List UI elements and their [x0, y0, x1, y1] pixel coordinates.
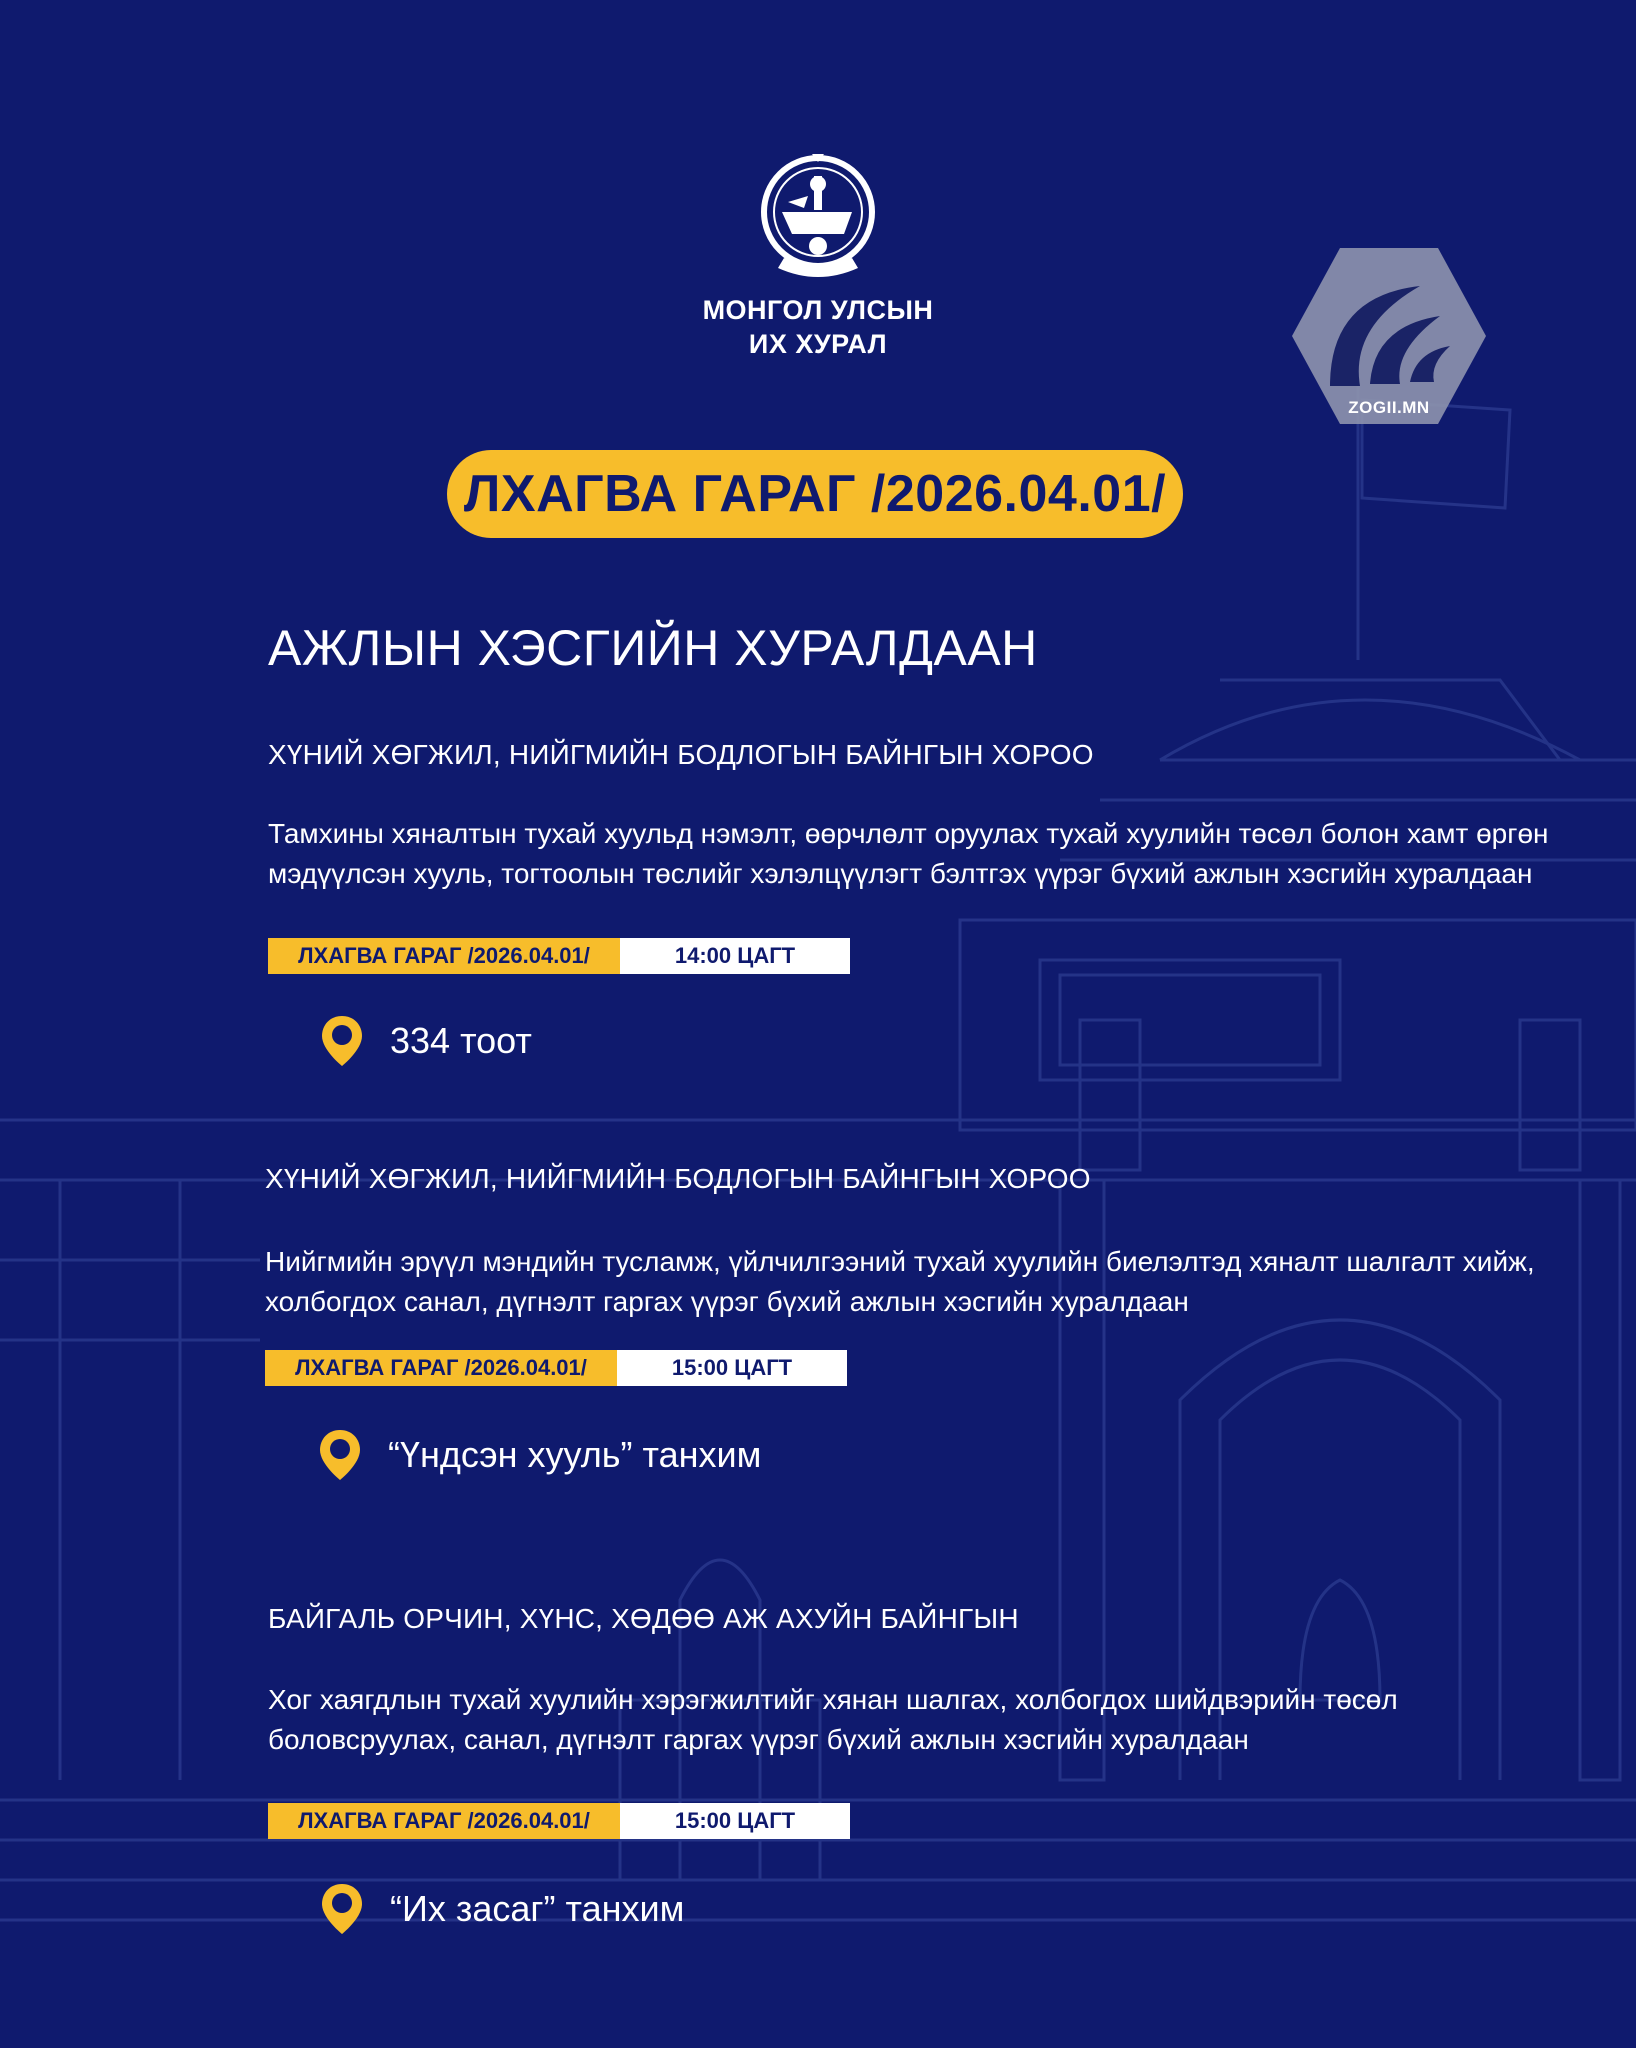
event-1-time: 14:00 ЦАГТ — [620, 938, 850, 974]
section-title: АЖЛЫН ХЭСГИЙН ХУРАЛДААН — [268, 620, 1038, 676]
event-1-desc-line1: Тамхины хяналтын тухай хуульд нэмэлт, өөрчлөлт оруулах тухай хуулийн төсөл болон хамт өргөн — [268, 818, 1549, 849]
organization-name — [618, 293, 1018, 361]
event-1-location — [320, 1014, 532, 1068]
event-2-location — [318, 1428, 761, 1482]
org-name-line2: ИХ ХУРАЛ — [748, 329, 888, 359]
event-2-committee: ХҮНИЙ ХӨГЖИЛ, НИЙГМИЙН БОДЛОГЫН БАЙНГЫН ХОРОО — [265, 1163, 1091, 1194]
event-1-date: ЛХАГВА ГАРАГ /2026.04.01/ — [268, 938, 620, 974]
event-1-desc-line2: мэдүүлсэн хууль, тогтоолын төслийг хэлэлцүүлэгт бэлтгэх үүрэг бүхий ажлын хэсгийн хуралдаан — [268, 858, 1533, 889]
location-pin-icon — [318, 1428, 362, 1482]
event-3-location-text: “Их засаг” танхим — [390, 1888, 685, 1929]
location-pin-icon — [320, 1014, 364, 1068]
event-2-desc-line2: холбогдох санал, дүгнэлт гаргах үүрэг бүхий ажлын хэсгийн хуралдаан — [265, 1286, 1189, 1317]
event-1-description — [268, 814, 1568, 894]
event-2-date: ЛХАГВА ГАРАГ /2026.04.01/ — [265, 1350, 617, 1386]
state-emblem-icon — [752, 150, 884, 288]
event-3-date: ЛХАГВА ГАРАГ /2026.04.01/ — [268, 1803, 620, 1839]
event-3-description — [268, 1680, 1568, 1760]
date-banner: ЛХАГВА ГАРАГ /2026.04.01/ — [447, 450, 1183, 538]
event-2-schedule-tag — [265, 1350, 847, 1386]
event-2-description — [265, 1242, 1565, 1322]
event-3-desc-line1: Хог хаягдлын тухай хуулийн хэрэгжилтийг хянан шалгах, холбогдох шийдвэрийн төсөл — [268, 1684, 1398, 1715]
event-2-desc-line1: Нийгмийн эрүүл мэндийн тусламж, үйлчилгээний тухай хуулийн биелэлтэд хяналт шалгалт хийж, — [265, 1246, 1535, 1277]
watermark-text: ZOGII.MN — [1348, 398, 1430, 417]
event-2-time: 15:00 ЦАГТ — [617, 1350, 847, 1386]
event-3-schedule-tag — [268, 1803, 850, 1839]
org-name-line1: МОНГОЛ УЛСЫН — [702, 295, 934, 325]
event-3-location — [320, 1882, 684, 1936]
event-2-location-text: “Үндсэн хууль” танхим — [388, 1434, 762, 1475]
event-3-time: 15:00 ЦАГТ — [620, 1803, 850, 1839]
event-3-desc-line2: боловсруулах, санал, дүгнэлт гаргах үүрэг бүхий ажлын хэсгийн хуралдаан — [268, 1724, 1249, 1755]
event-1-location-text: 334 тоот — [390, 1020, 532, 1061]
event-1-schedule-tag — [268, 938, 850, 974]
event-3-committee: БАЙГАЛЬ ОРЧИН, ХҮНС, ХӨДӨӨ АЖ АХУЙН БАЙНГЫН — [268, 1603, 1019, 1634]
location-pin-icon — [320, 1882, 364, 1936]
event-1-committee: ХҮНИЙ ХӨГЖИЛ, НИЙГМИЙН БОДЛОГЫН БАЙНГЫН ХОРОО — [268, 739, 1094, 770]
